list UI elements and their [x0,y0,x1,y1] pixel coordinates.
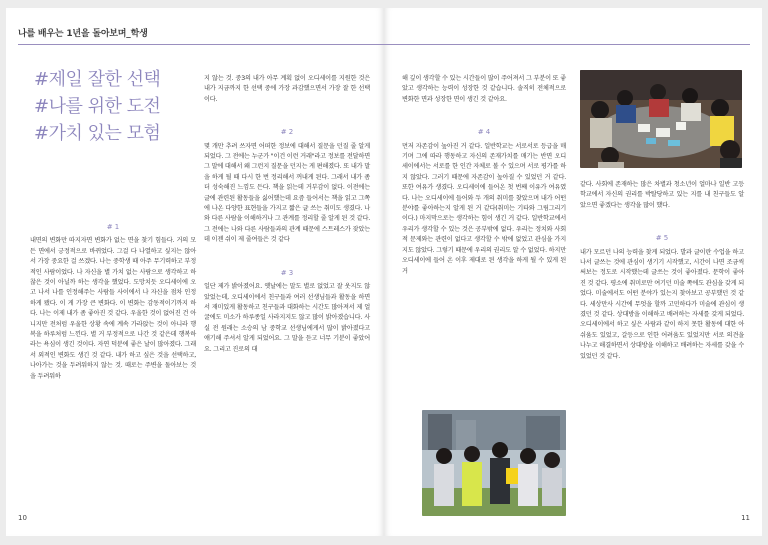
left-page [6,8,384,536]
left-column-1 [30,222,196,382]
running-header: 나를 배우는 1년을 돌아보며_학생 [18,29,148,39]
header-rule-right [384,44,750,45]
section-5-text: 내가 모르던 나의 능력을 찾게 되었다. 발과 글이란 수업을 하고 나서 글쓰는 것에 관심이 생기기 시작했고, 시간이 나면 조금씩 써보는 정도로 시작했는데 글쓰는 것이 좋아졌다. 문학이 좋아진 것 같다. 평소에 취미로만 여기던 미술 쪽에도 관심을 갖게 되었다. 미술에서도 어떤 분야가 있는지 찾아보고 공부했던 것 같다. 세상만사 시간에 무엇을 할까 고민하다가 미술에 관심이 생겼던 것 같다. 상대방을 이해하고 배려하는 자세를 갖게 되었다. 오디세이에서 하고 싶은 사람과 같이 하지 못한 활동에 대한 아쉬움도 있었고, 갈등으로 인한 어려움도 있었지만 서로 의견을 나누고 해결하면서 상대방을 이해하고 배려하는 자세를 갖을 수 있었던 것 같다. [580,248,744,360]
students-outdoor-photo-svg [422,410,566,516]
section-4-text: 먼저 자존감이 높아진 거 같다. 일반학교는 서로서로 등급을 매기며 그에 따라 행동하고 자신의 존재가치를 매기는 반면 오디세이에서는 서로를 한 인간 자체로 볼 수 있으며 서로 평가를 하지 않았다. 그러기 때문에 자존감이 높아질 수 있었던 거 같다. 또한 여유가 생겼다. 오디세이에 들어온 첫 번째 이유가 여유였다. 나는 오디세이에 들어와 두 개의 취미를 찾았으며 내가 어떤 분야를 좋아하는지 알게 된 거 같다(취미는 기타와 그림그리기이다.) 마지막으로는 생각하는 힘이 생긴 거 같다. 일반학교에서 우리가 생각할 수 있는 것은 공부밖에 없다. 우리는 정치와 사회적 문제와는 관련이 없다고 생각할 수 밖에 없었고 관심을 가지지도 않았다. 그렇기 때문에 우리의 권리도 알 수 없었다. 하지만 오디세이에 들어 온 이후 제대로 된 생각을 하게 될 수 있게 된 거 [402,142,566,275]
group-activity-photo-svg [580,70,742,168]
section-number-1: # 1 [106,223,120,231]
right-page [384,8,762,536]
section-1-text: 내면의 변화만 따지자면 변화가 없는 면을 찾기 힘들다. 거의 모든 면에서 긍정적으로 바뀌었다. 그걸 다 나열하고 싶지는 않아서 가장 중요한 걸 쓰겠다. 나는 중학생 때 아주 무기력하고 부정적인 사람이었다. 나 자신을 별 가치 없는 사람으로 생각하고 하찮은 것이 아닐까 하는 생각을 했었다. 도망치듯 오디세이에 오고 나서 나를 인정해주는 사람들 사이에서 나 자신을 점차 인정하게 됐다. 이 게 가장 큰 변화다. 이 변화는 감동적이기까지 하다. 나는 이제 내가 좀 좋아진 것 같다. 우울한 것이 없어진 건 아니지만 전처럼 우울한 상황 속에 계속 가라앉는 것이 아니라 행복을 하루처럼 느낀다. 별 거 부정적으로 나간 것 같은데 행복하라는 욕심이 생긴 것이다. 자연 덕분에 좋은 날이 많아졌다. 그래서 외적인 변화도 생긴 것 같다. 내가 하고 싶은 것을 선택하고, 나아가는 것을 두려워하지 않는 것. 때로는 주변을 돌아보는 것을 두려워하 [30,237,196,380]
book-spread [6,8,762,536]
section-2-text: 몇 개만 추려 쓰자면 어떠한 정보에 대해서 질문을 던질 줄 알게 되었다. 그 전에는 누군가 "이건 이런 거래"라고 정보를 전달하면 그 말에 대해서 왜 그런지 질문을 던지는 게 편해졌다. 또 내가 말을 하게 될 때 다시 한 번 정리해서 꺼내게 된다. 그래서 내가 좀 더 성숙해진 느낌도 든다. 책을 읽는데 거부감이 없다. 이전에는 글에 관련된 활동들을 싫어했는데 요즘 들어서는 책을 읽고 그쪽에 나온 다양한 표현들을 가지고 짧은 글 쓰는 취미도 생겼다. 나와 다른 사람을 이해하거나 그 관계를 정리할 줄 알게 된 것 같다. 그 전에는 나와 다른 사람들과의 관계 때문에 스트레스가 잦았는데 이젠 쉬이 제 줄여들은 것 같다 [204,142,370,244]
title-line-1: #제일 잘한 선택 [34,69,161,90]
students-outdoor-photo [422,410,566,516]
section-number-3: # 3 [280,268,294,277]
header-rule [18,44,384,45]
title-line-3: #가치 있는 모험 [34,123,161,144]
left-column-2 [204,74,370,355]
section-3-continued: 해 깊이 생각할 수 있는 시간들이 많이 주어져서 그 부분이 또 좋았고 생각하는 능력이 성장한 것 같습니다. 솔직히 전체적으로 변화한 면과 성장한 면이 생긴 것 같아요. [402,75,566,103]
group-activity-photo [580,70,742,168]
section-1-continued: 지 않는 것. 중3의 내가 아무 계획 없이 오디세이를 지원한 것은 내가 지금까지 한 선택 중에 가장 과감했으면서 가장 잘 한 선택이다. [204,75,370,103]
right-column-1 [402,74,566,277]
title-line-2: #나를 위한 도전 [34,96,161,117]
page-number-right: 11 [741,514,750,522]
section-number-4: # 4 [477,128,491,137]
right-column-2 [580,180,744,362]
section-4-continued: 같다. 사회에 존재하는 많은 차별과 청소년이 얼마나 일반 고등학교에서 자신의 권리를 박탈당하고 있는 지를 내 친구들도 알았으면 좋겠다는 생각을 많이 했다. [580,181,744,209]
page-title [34,66,160,147]
section-number-2: # 2 [280,128,294,137]
page-number-left: 10 [18,514,27,522]
section-3-text: 일단 제가 밝아졌어요. 옛날에는 말도 별로 없었고 잘 웃지도 않았었는데, 오디세이에서 친구들과 여러 선생님들과 활동을 하면서 재미있게 활동하고 친구들과 대화하는 시간도 많아져서 제 얼굴에도 미소가 하루종일 사라지지도 않고 많이 밝아졌습니다. 사실 전 원래는 소승의 남 중학교 선생님에게서 많이 밝아졌다고 얘기해 주셔서 알게 되었어요. 그 말을 듣고 너무 기분이 좋았어요. 그리고 진로의 대 [204,283,370,353]
section-number-5: # 5 [655,234,669,243]
